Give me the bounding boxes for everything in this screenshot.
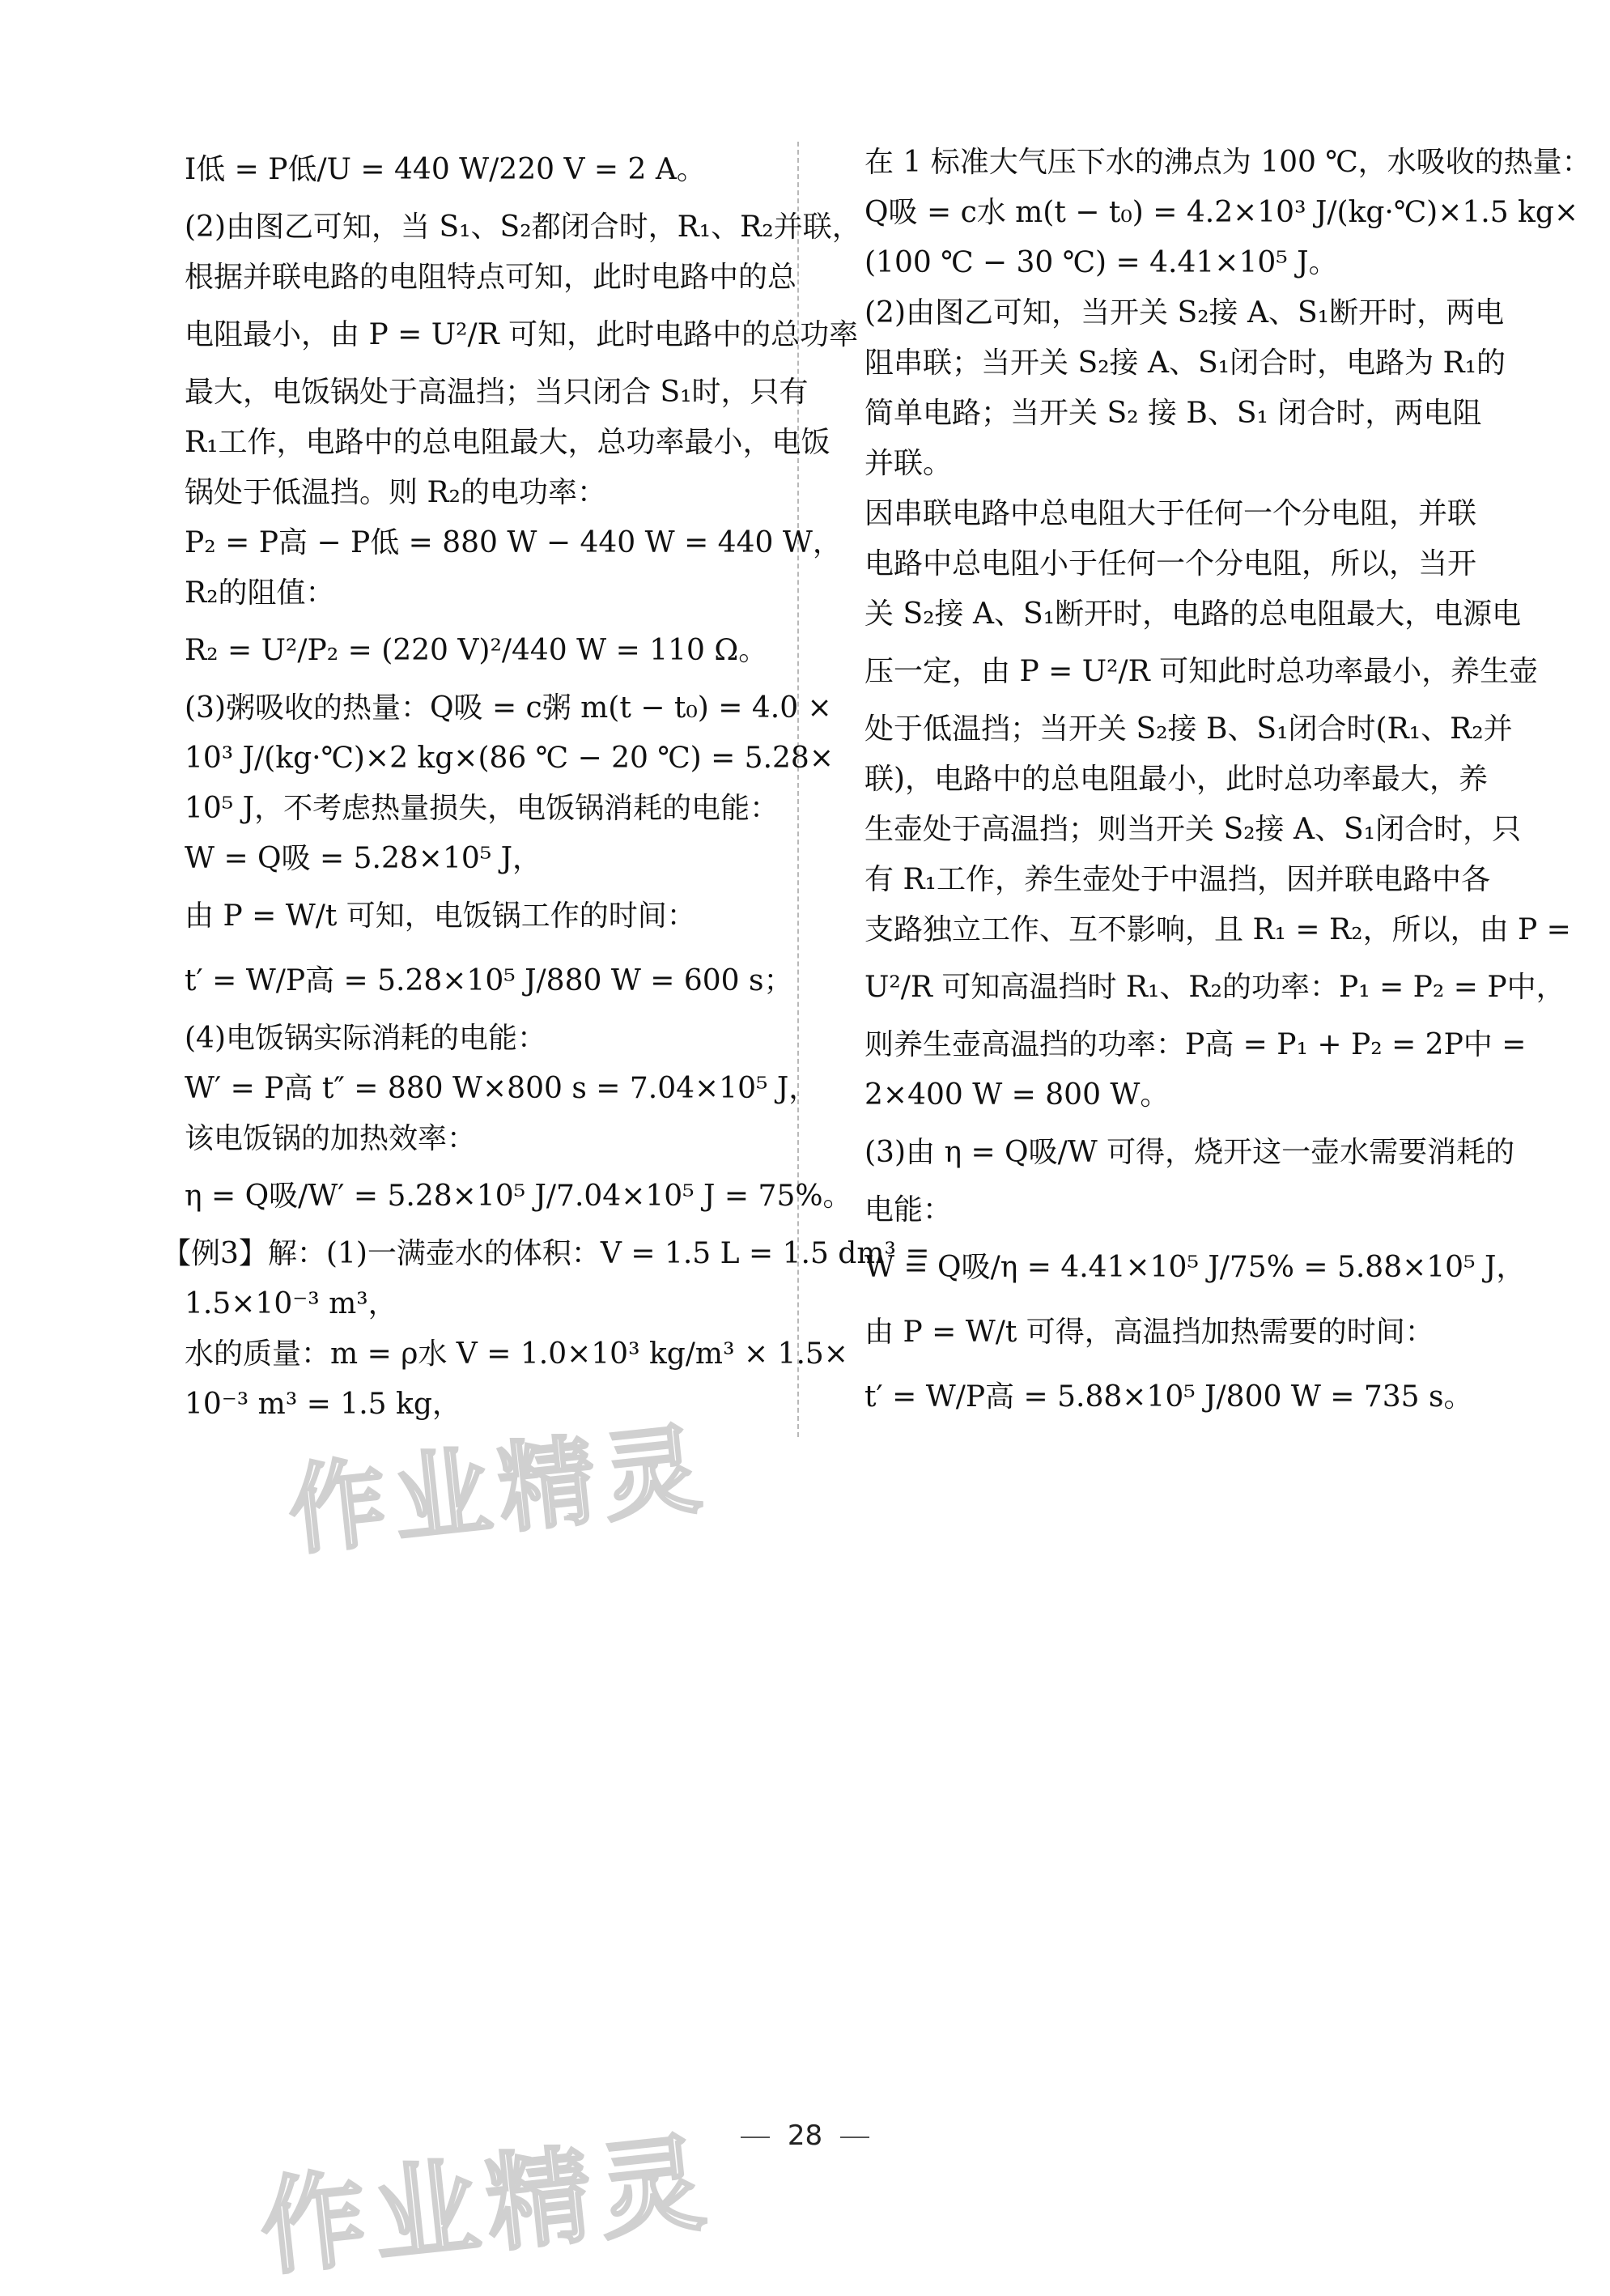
text-line: 并联。 [864, 447, 953, 480]
text-line: η = Q吸/W′ = 5.28×10⁵ J/7.04×10⁵ J = 75%。 [185, 1180, 852, 1213]
text-line: 电路中总电阻小于任何一个分电阻，所以，当开 [864, 547, 1477, 580]
text-line: W′ = P高 t″ = 880 W×800 s = 7.04×10⁵ J， [185, 1072, 818, 1105]
text-line: 电能： [864, 1193, 953, 1227]
text-line: 2×400 W = 800 W。 [864, 1078, 1170, 1112]
text-line: R₁工作，电路中的总电阻最大，总功率最小，电饭 [185, 426, 830, 459]
page-number-footer [0, 2120, 1610, 2152]
text-line: 阻串联；当开关 S₂接 A、S₁闭合时，电路为 R₁的 [864, 347, 1506, 380]
text-line: R₂的阻值： [185, 576, 335, 610]
text-line: 10³ J/(kg·℃)×2 kg×(86 ℃ − 20 ℃) = 5.28× [185, 742, 835, 775]
text-line: (2)由图乙可知，当开关 S₂接 A、S₁断开时，两电 [864, 296, 1505, 330]
dash-right [840, 2137, 869, 2138]
text-line: 简单电路；当开关 S₂ 接 B、S₁ 闭合时，两电阻 [864, 397, 1482, 430]
text-line: (2)由图乙可知，当 S₁、S₂都闭合时，R₁、R₂并联， [185, 210, 861, 244]
text-line: 压一定，由 P = U²/R 可知此时总功率最小，养生壶 [864, 655, 1539, 688]
text-line: 锅处于低温挡。则 R₂的电功率： [185, 476, 606, 509]
text-line: P₂ = P高 − P低 = 880 W − 440 W = 440 W， [185, 526, 842, 559]
text-line: W = Q吸 = 5.28×10⁵ J， [185, 842, 542, 875]
text-line: (3)粥吸收的热量：Q吸 = c粥 m(t − t₀) = 4.0 × [185, 691, 832, 725]
text-line: 在 1 标准大气压下水的沸点为 100 ℃，水吸收的热量： [864, 146, 1591, 179]
text-line: (100 ℃ − 30 ℃) = 4.41×10⁵ J。 [864, 246, 1338, 279]
text-line: 生壶处于高温挡；则当开关 S₂接 A、S₁闭合时，只 [864, 813, 1522, 846]
text-line: 最大，电饭锅处于高温挡；当只闭合 S₁时，只有 [185, 376, 809, 409]
text-line: R₂ = U²/P₂ = (220 V)²/440 W = 110 Ω。 [185, 634, 768, 667]
text-line: 根据并联电路的电阻特点可知，此时电路中的总 [185, 261, 797, 294]
text-line: 因串联电路中总电阻大于任何一个分电阻，并联 [864, 497, 1477, 530]
watermark: 作业精灵 [283, 1413, 714, 1569]
text-line: 处于低温挡；当开关 S₂接 B、S₁闭合时(R₁、R₂并 [864, 712, 1513, 746]
text-line: 该电饭锅的加热效率： [185, 1122, 477, 1155]
dash-left [741, 2137, 770, 2138]
text-line: I低 = P低/U = 440 W/220 V = 2 A。 [185, 153, 706, 186]
right-column [864, 138, 1591, 1430]
text-line: 有 R₁工作，养生壶处于中温挡，因并联电路中各 [864, 863, 1490, 896]
text-line: 电阻最小，由 P = U²/R 可知，此时电路中的总功率 [185, 318, 859, 351]
text-line: 则养生壶高温挡的功率：P高 = P₁ + P₂ = 2P中 = [864, 1028, 1527, 1061]
text-line: 由 P = W/t 可知，电饭锅工作的时间： [185, 899, 696, 933]
text-line: (3)由 η = Q吸/W 可得，烧开这一壶水需要消耗的 [864, 1136, 1515, 1169]
text-line: 关 S₂接 A、S₁断开时，电路的总电阻最大，电源电 [864, 597, 1522, 631]
text-line: 1.5×10⁻³ m³， [185, 1287, 397, 1320]
text-line: 支路独立工作、互不影响，且 R₁ = R₂，所以，由 P = [864, 913, 1571, 946]
left-column [162, 138, 930, 1430]
text-line: Q吸 = c水 m(t − t₀) = 4.2×10³ J/(kg·℃)×1.5 kg× [864, 196, 1579, 229]
text-line: (4)电饭锅实际消耗的电能： [185, 1022, 546, 1055]
text-line: 联)，电路中的总电阻最小，此时总功率最大，养 [864, 763, 1489, 796]
text-line: t′ = W/P高 = 5.88×10⁵ J/800 W = 735 s。 [864, 1380, 1473, 1414]
page-number: 28 [787, 2120, 823, 2152]
text-line: 由 P = W/t 可得，高温挡加热需要的时间： [864, 1316, 1434, 1349]
text-line: 10⁻³ m³ = 1.5 kg， [185, 1388, 461, 1421]
text-line: 水的质量：m = ρ水 V = 1.0×10³ kg/m³ × 1.5× [185, 1337, 848, 1371]
watermark: 作业精灵 [254, 2120, 719, 2290]
example-heading-line: 【例3】解：(1)一满壶水的体积：V = 1.5 L = 1.5 dm³ = [162, 1237, 930, 1270]
text-line: t′ = W/P高 = 5.28×10⁵ J/880 W = 600 s； [185, 964, 793, 997]
text-line: U²/R 可知高温挡时 R₁、R₂的功率：P₁ = P₂ = P中， [864, 971, 1565, 1004]
text-line: W = Q吸/η = 4.41×10⁵ J/75% = 5.88×10⁵ J， [864, 1251, 1526, 1284]
text-line: 10⁵ J，不考虑热量损失，电饭锅消耗的电能： [185, 792, 780, 825]
